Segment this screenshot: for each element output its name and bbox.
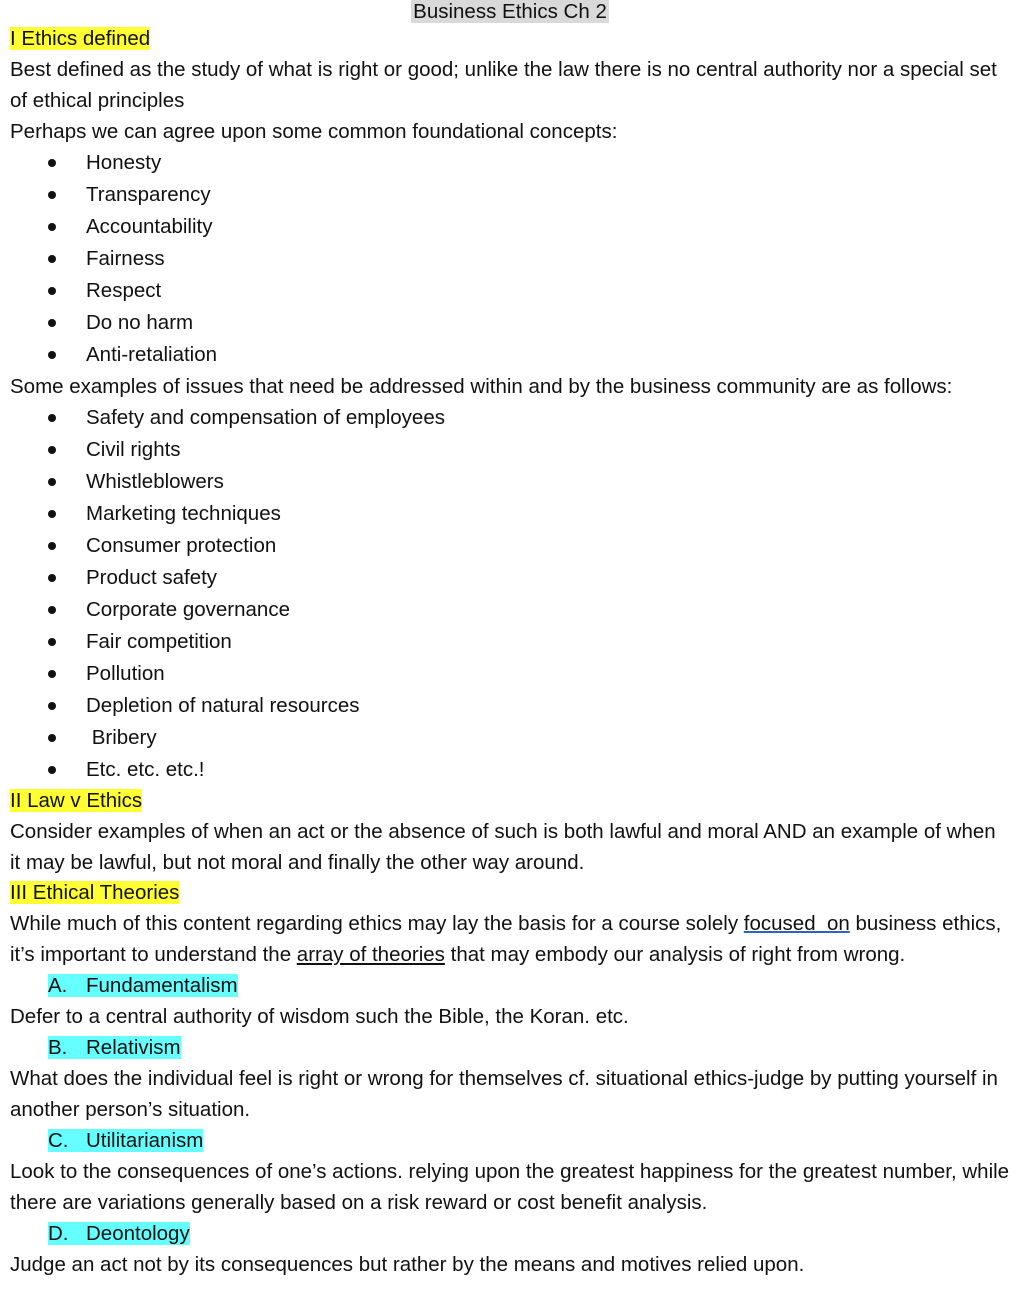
list-item — [10, 179, 1010, 211]
list-item-text: Transparency — [86, 183, 211, 206]
section-2-heading — [10, 786, 1010, 816]
theory-letter: D. — [48, 1222, 69, 1245]
intro-text: that may embody our analysis of right from wrong. — [444, 943, 906, 966]
bullet-icon — [48, 478, 56, 486]
list-item — [10, 339, 1010, 371]
focused-on-underlined: focused on — [743, 912, 850, 935]
section-1-issues-intro: Some examples of issues that need be addressed within and by the business community are as follows: — [10, 375, 953, 398]
bullet-icon — [48, 191, 56, 199]
list-item-text: Safety and compensation of employees — [86, 406, 445, 429]
list-item-text: Respect — [86, 279, 162, 302]
bullet-icon — [48, 351, 56, 359]
list-item — [10, 147, 1010, 179]
list-item — [10, 722, 1010, 754]
list-item — [10, 658, 1010, 690]
theory-b-highlight — [48, 1036, 181, 1059]
theory-c-highlight — [48, 1129, 203, 1152]
bullet-icon — [48, 702, 56, 710]
list-item-text: Fair competition — [86, 630, 232, 653]
section-3-heading — [10, 878, 1010, 908]
bullet-icon — [48, 446, 56, 454]
section-1-heading-text: I Ethics defined — [10, 27, 151, 50]
theory-name: Deontology — [86, 1222, 190, 1245]
theory-name: Relativism — [86, 1036, 181, 1059]
list-item — [10, 211, 1010, 243]
list-item-text: Accountability — [86, 215, 213, 238]
list-item — [10, 690, 1010, 722]
bullet-icon — [48, 414, 56, 422]
theory-a-highlight — [48, 974, 238, 997]
bullet-icon — [48, 574, 56, 582]
bullet-icon — [48, 670, 56, 678]
intro-text: business ethics, it’s important to understand the — [10, 912, 1008, 966]
issues-list — [10, 402, 1010, 786]
theory-d-heading — [10, 1218, 1010, 1249]
list-item — [10, 402, 1010, 434]
list-item — [10, 562, 1010, 594]
bullet-icon — [48, 606, 56, 614]
list-item-text: Anti-retaliation — [86, 343, 218, 366]
bullet-icon — [48, 255, 56, 263]
section-1-heading — [10, 24, 1010, 54]
list-item-text: Depletion of natural resources — [86, 694, 360, 717]
theory-letter: A. — [48, 974, 68, 997]
list-item — [10, 530, 1010, 562]
theory-b-text: What does the individual feel is right or wrong for themselves cf. situational ethics-judge by putting yourself in another person’s situation. — [10, 1067, 998, 1121]
title-line — [10, 0, 1010, 24]
array-of-theories-underlined: array of theories — [296, 943, 445, 966]
list-item — [10, 466, 1010, 498]
list-item — [10, 754, 1010, 786]
theory-d-text: Judge an act not by its consequences but rather by the means and motives relied upon. — [10, 1253, 805, 1276]
bullet-icon — [48, 542, 56, 550]
list-item-text: Consumer protection — [86, 534, 277, 557]
list-item — [10, 498, 1010, 530]
section-1-definition: Best defined as the study of what is right or good; unlike the law there is no central authority nor a special set of ethical principles — [10, 58, 997, 112]
bullet-icon — [48, 287, 56, 295]
bullet-icon — [48, 638, 56, 646]
bullet-icon — [48, 734, 56, 742]
list-item-text: Fairness — [86, 247, 165, 270]
bullet-icon — [48, 510, 56, 518]
bullet-icon — [48, 766, 56, 774]
list-item-text: Do no harm — [86, 311, 194, 334]
section-2-heading-text: II Law v Ethics — [10, 789, 143, 812]
intro-text: While much of this content regarding ethics may lay the basis for a course solely — [10, 912, 744, 935]
theory-letter: B. — [48, 1036, 68, 1059]
section-3-intro — [10, 908, 1010, 970]
list-item — [10, 626, 1010, 658]
list-item — [10, 594, 1010, 626]
list-item-text: Pollution — [86, 662, 165, 685]
list-item — [10, 275, 1010, 307]
theory-letter: C. — [48, 1129, 69, 1152]
list-item — [10, 243, 1010, 275]
document-title: Business Ethics Ch 2 — [413, 0, 607, 23]
list-item-text: Etc. etc. etc.! — [86, 758, 205, 781]
theory-name: Utilitarianism — [86, 1129, 204, 1152]
theory-a-text: Defer to a central authority of wisdom such the Bible, the Koran. etc. — [10, 1005, 629, 1028]
list-item-text: Corporate governance — [86, 598, 290, 621]
list-item-text: Marketing techniques — [86, 502, 281, 525]
list-item — [10, 434, 1010, 466]
theory-a-heading — [10, 970, 1010, 1001]
section-1-concepts-intro: Perhaps we can agree upon some common foundational concepts: — [10, 120, 618, 143]
concepts-list — [10, 147, 1010, 371]
list-item-text: Bribery — [86, 726, 157, 749]
list-item-text: Honesty — [86, 151, 162, 174]
theory-name: Fundamentalism — [86, 974, 238, 997]
theory-c-heading — [10, 1125, 1010, 1156]
section-3-heading-text: III Ethical Theories — [10, 881, 180, 904]
bullet-icon — [48, 159, 56, 167]
bullet-icon — [48, 319, 56, 327]
theory-b-heading — [10, 1032, 1010, 1063]
list-item-text: Whistleblowers — [86, 470, 224, 493]
section-2-paragraph: Consider examples of when an act or the absence of such is both lawful and moral AND an example of when it may be lawful, but not moral and finally the other way around. — [10, 820, 996, 874]
list-item-text: Civil rights — [86, 438, 181, 461]
theory-c-text: Look to the consequences of one’s actions. relying upon the greatest happiness for the greatest number, while there are variations generally based on a risk reward or cost benefit analysis. — [10, 1160, 1010, 1214]
list-item-text: Product safety — [86, 566, 218, 589]
list-item — [10, 307, 1010, 339]
theory-d-highlight — [48, 1222, 190, 1245]
bullet-icon — [48, 223, 56, 231]
